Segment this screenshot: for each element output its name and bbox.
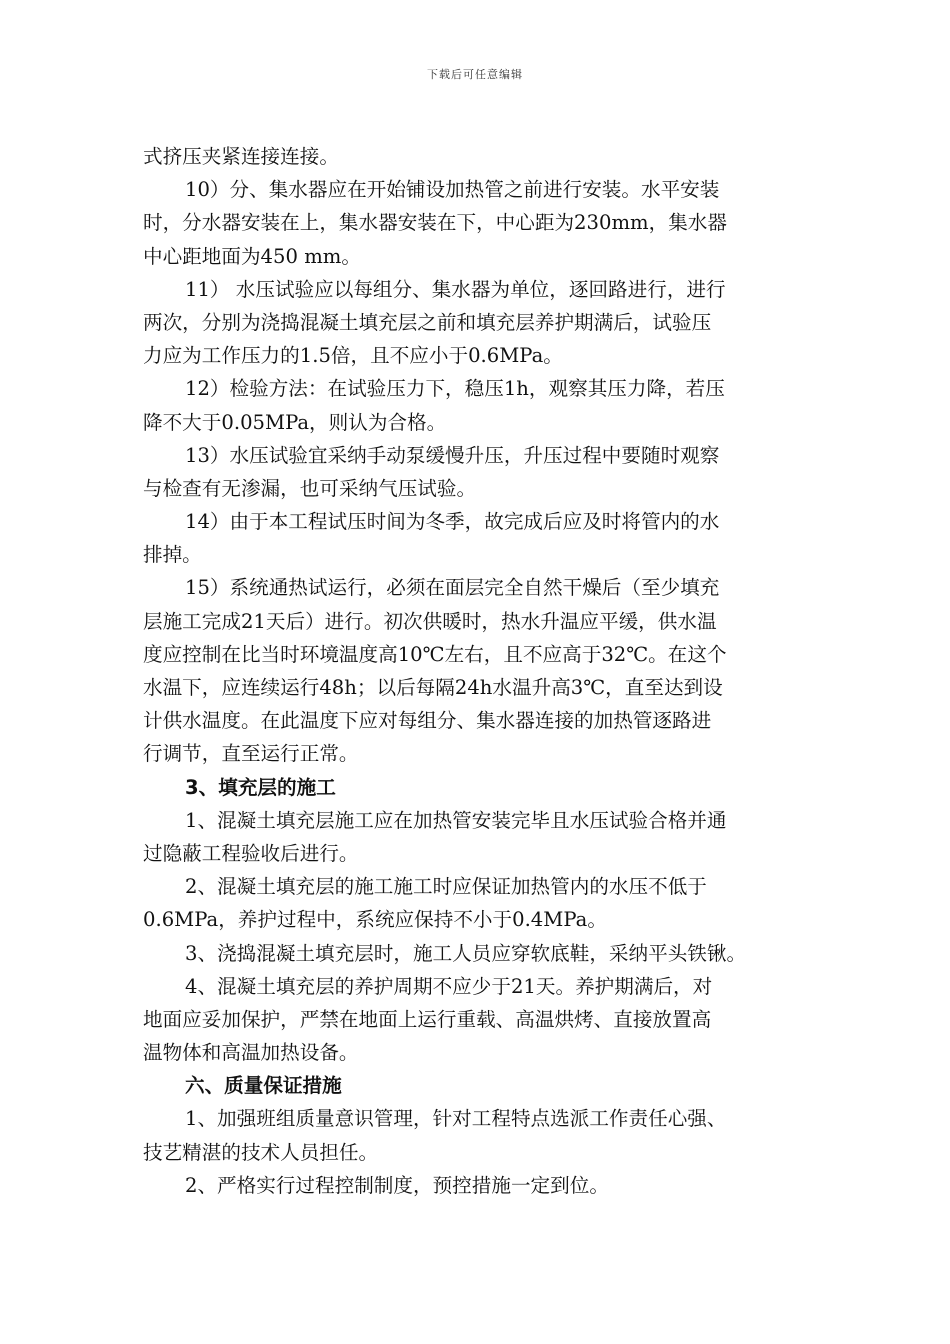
text-line: 3、浇捣混凝土填充层时，施工人员应穿软底鞋，采纳平头铁锹。 xyxy=(185,941,747,965)
section-heading: 3、填充层的施工 xyxy=(185,775,336,799)
text-line: 温物体和高温加热设备。 xyxy=(143,1041,359,1065)
text-line: 中心距地面为450 mm。 xyxy=(143,244,361,268)
text-line: 12）检验方法：在试验压力下，稳压1h，观察其压力降，若压 xyxy=(185,377,725,401)
text-line: 2、混凝土填充层的施工施工时应保证加热管内的水压不低于 xyxy=(185,875,707,899)
text-line: 排掉。 xyxy=(143,543,202,567)
text-line: 13）水压试验宜采纳手动泵缓慢升压，升压过程中要随时观察 xyxy=(185,443,720,467)
text-line: 0.6MPa，养护过程中，系统应保持不小于0.4MPa。 xyxy=(143,908,607,932)
text-line: 1、混凝土填充层施工应在加热管安装完毕且水压试验合格并通 xyxy=(185,808,727,832)
text-line: 15）系统通热试运行，必须在面层完全自然干燥后（至少填充 xyxy=(185,576,720,600)
text-line: 式挤压夹紧连接连接。 xyxy=(143,145,339,168)
text-line: 技艺精湛的技术人员担任。 xyxy=(143,1140,379,1164)
text-line: 2、严格实行过程控制制度，预控措施一定到位。 xyxy=(185,1173,609,1197)
text-line: 10）分、集水器应在开始铺设加热管之前进行安装。水平安装 xyxy=(185,178,720,202)
text-line: 1、加强班组质量意识管理，针对工程特点选派工作责任心强、 xyxy=(185,1107,727,1131)
text-line: 降不大于0.05MPa，则认为合格。 xyxy=(143,410,447,434)
text-line: 与检查有无渗漏，也可采纳气压试验。 xyxy=(143,476,477,500)
page-header: 下载后可任意编辑 xyxy=(427,68,523,81)
text-line: 行调节，直至运行正常。 xyxy=(143,742,359,766)
text-line: 度应控制在比当时环境温度高10℃左右，且不应高于32℃。在这个 xyxy=(143,642,727,666)
text-line: 计供水温度。在此温度下应对每组分、集水器连接的加热管逐路进 xyxy=(143,709,712,733)
section-heading: 六、质量保证措施 xyxy=(185,1074,342,1098)
text-line: 14）由于本工程试压时间为冬季，故完成后应及时将管内的水 xyxy=(185,510,720,534)
document-body xyxy=(143,140,813,1202)
text-line: 力应为工作压力的1.5倍，且不应小于0.6MPa。 xyxy=(143,344,563,368)
text-line: 两次，分别为浇捣混凝土填充层之前和填充层养护期满后，试验压 xyxy=(143,310,712,334)
text-line: 4、混凝土填充层的养护周期不应少于21天。养护期满后，对 xyxy=(185,974,713,998)
text-line: 地面应妥加保护，严禁在地面上运行重载、高温烘烤、直接放置高 xyxy=(143,1007,712,1031)
text-line: 时，分水器安装在上，集水器安装在下，中心距为230mm，集水器 xyxy=(143,211,727,235)
text-line: 11） 水压试验应以每组分、集水器为单位，逐回路进行，进行 xyxy=(185,277,726,301)
text-line: 水温下，应连续运行48h；以后每隔24h水温升高3℃，直至达到设 xyxy=(143,676,723,699)
text-line: 层施工完成21天后）进行。初次供暖时，热水升温应平缓，供水温 xyxy=(143,609,717,633)
text-line: 过隐蔽工程验收后进行。 xyxy=(143,841,359,865)
